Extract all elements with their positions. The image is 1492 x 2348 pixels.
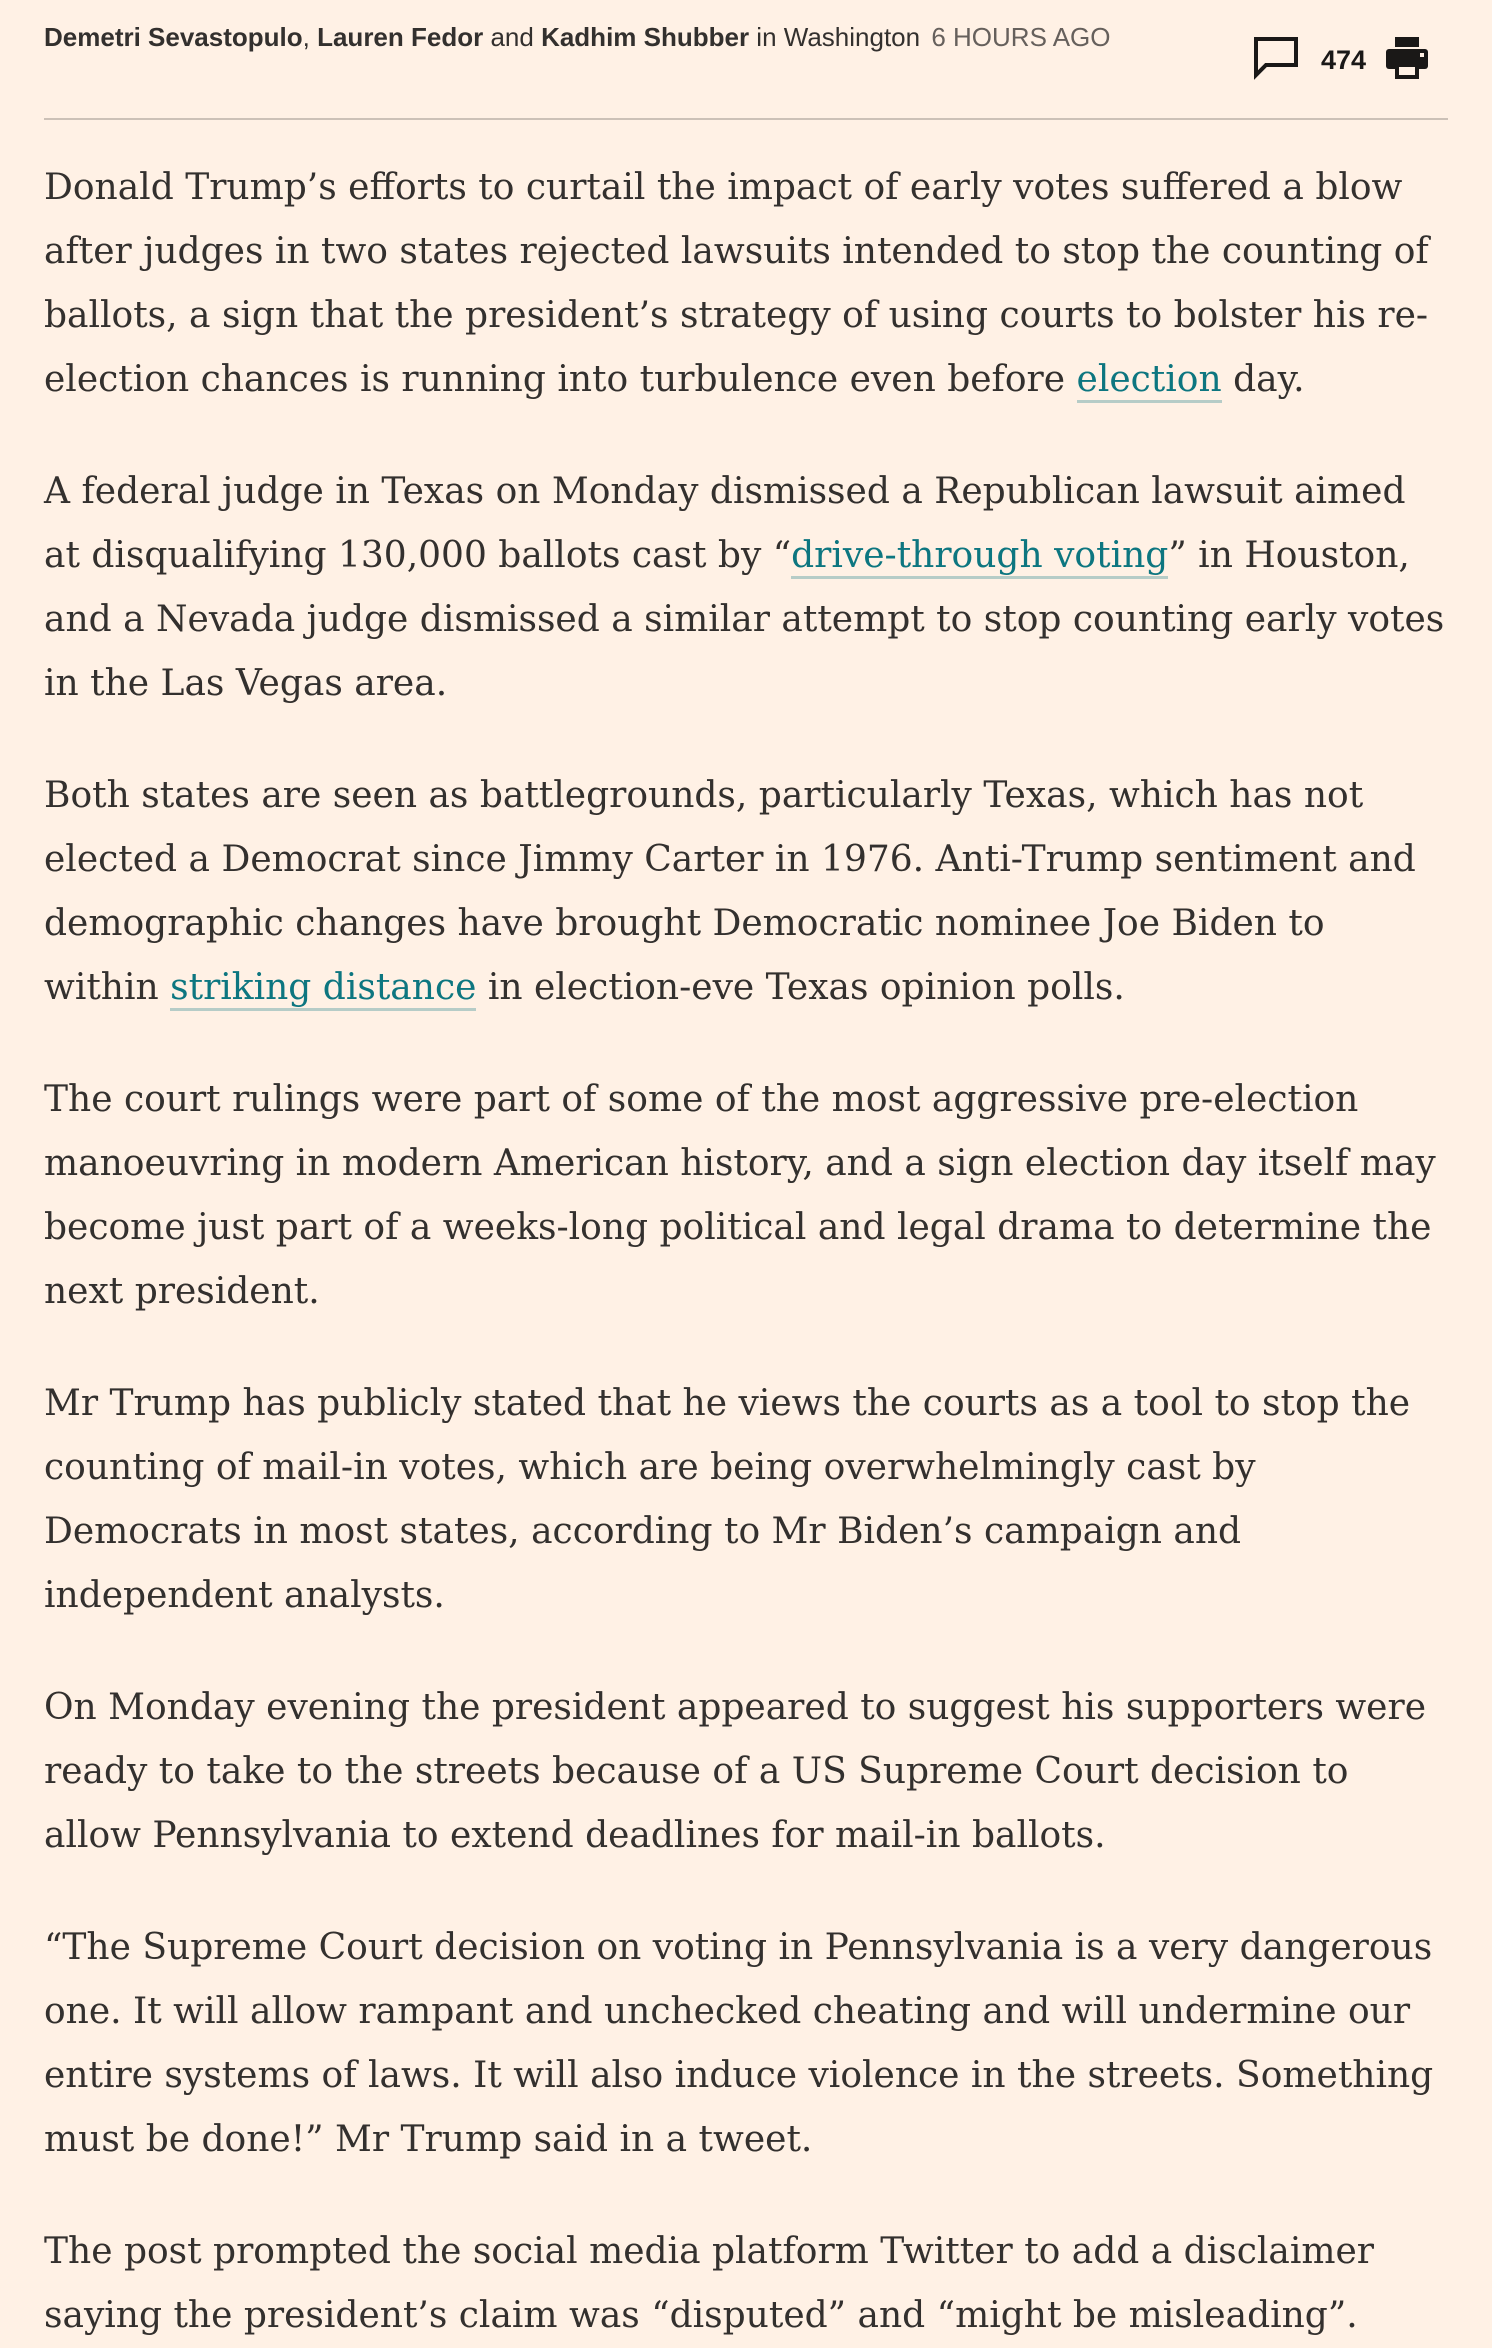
inline-link-drive-through-voting[interactable]: drive-through voting — [791, 535, 1168, 579]
article-paragraph: The post prompted the social media platform Twitter to add a disclaimer saying the president’s claim was “disputed” and “might be misleading”. — [44, 2231, 1375, 2336]
article-paragraph: The court rulings were part of some of the most aggressive pre-election manoeuvring in modern American history, and a sign election day itself may become just part of a weeks-long political and legal drama to determine the next president. — [44, 1079, 1436, 1312]
inline-link-election[interactable]: election — [1077, 359, 1222, 403]
paragraph-text: in election-eve Texas opinion polls. — [476, 967, 1125, 1008]
byline-location: Washington — [783, 22, 921, 52]
article-body — [44, 120, 1448, 2348]
byline-separator: in — [749, 22, 784, 52]
article-paragraph — [44, 460, 1448, 716]
byline-separator: , — [302, 22, 318, 52]
article-paragraph: “The Supreme Court decision on voting in Pennsylvania is a very dangerous one. It will allow rampant and unchecked cheating and will undermine our entire systems of laws. It will also induce violence in the streets. Something must be done!” Mr Trump said in a tweet. — [44, 1927, 1434, 2160]
article-paragraph: Mr Trump has publicly stated that he views the courts as a tool to stop the counting of mail-in votes, which are being overwhelmingly cast by Democrats in most states, according to Mr Biden’s campaign and independent analysts. — [44, 1383, 1411, 1616]
byline-bar — [44, 0, 1448, 120]
paragraph-text: day. — [1221, 359, 1305, 400]
comment-count: 474 — [1320, 44, 1366, 75]
author-link[interactable]: Kadhim Shubber — [541, 22, 750, 52]
article-paragraph: On Monday evening the president appeared to suggest his supporters were ready to take to the streets because of a US Supreme Court decision to allow Pennsylvania to extend deadlines for mail-in ballots. — [44, 1687, 1426, 1856]
comments-button[interactable] — [1253, 36, 1366, 84]
author-link[interactable]: Demetri Sevastopulo — [44, 22, 303, 52]
paragraph-text: ” in Houston, and a Nevada judge dismissed a similar attempt to stop counting early votes in the Las Vegas area. — [44, 535, 1445, 704]
byline — [44, 20, 1111, 54]
comment-icon — [1253, 36, 1299, 84]
article-paragraph — [44, 764, 1448, 1020]
inline-link-striking-distance[interactable]: striking distance — [170, 967, 476, 1011]
author-link[interactable]: Lauren Fedor — [317, 22, 484, 52]
byline-separator: and — [483, 22, 542, 52]
publish-time: 6 HOURS AGO — [931, 22, 1111, 52]
article-paragraph — [44, 156, 1448, 412]
paragraph-text: Donald Trump’s efforts to curtail the impact of early votes suffered a blow after judges in two states rejected lawsuits intended to stop the counting of ballots, a sign that the president’s strategy of using courts to bolster his re-election chances is running into turbulence even before — [44, 167, 1429, 400]
article-tools — [1253, 34, 1430, 86]
paragraph-text: Both states are seen as battlegrounds, particularly Texas, which has not elected a Democrat since Jimmy Carter in 1976. Anti-Trump sentiment and demographic changes have brought Democratic nominee Joe Biden to within — [44, 775, 1416, 1008]
printer-icon — [1384, 35, 1430, 85]
print-button[interactable] — [1384, 35, 1430, 85]
paragraph-text: A federal judge in Texas on Monday dismissed a Republican lawsuit aimed at disqualifying 130,000 ballots cast by “ — [44, 471, 1406, 576]
